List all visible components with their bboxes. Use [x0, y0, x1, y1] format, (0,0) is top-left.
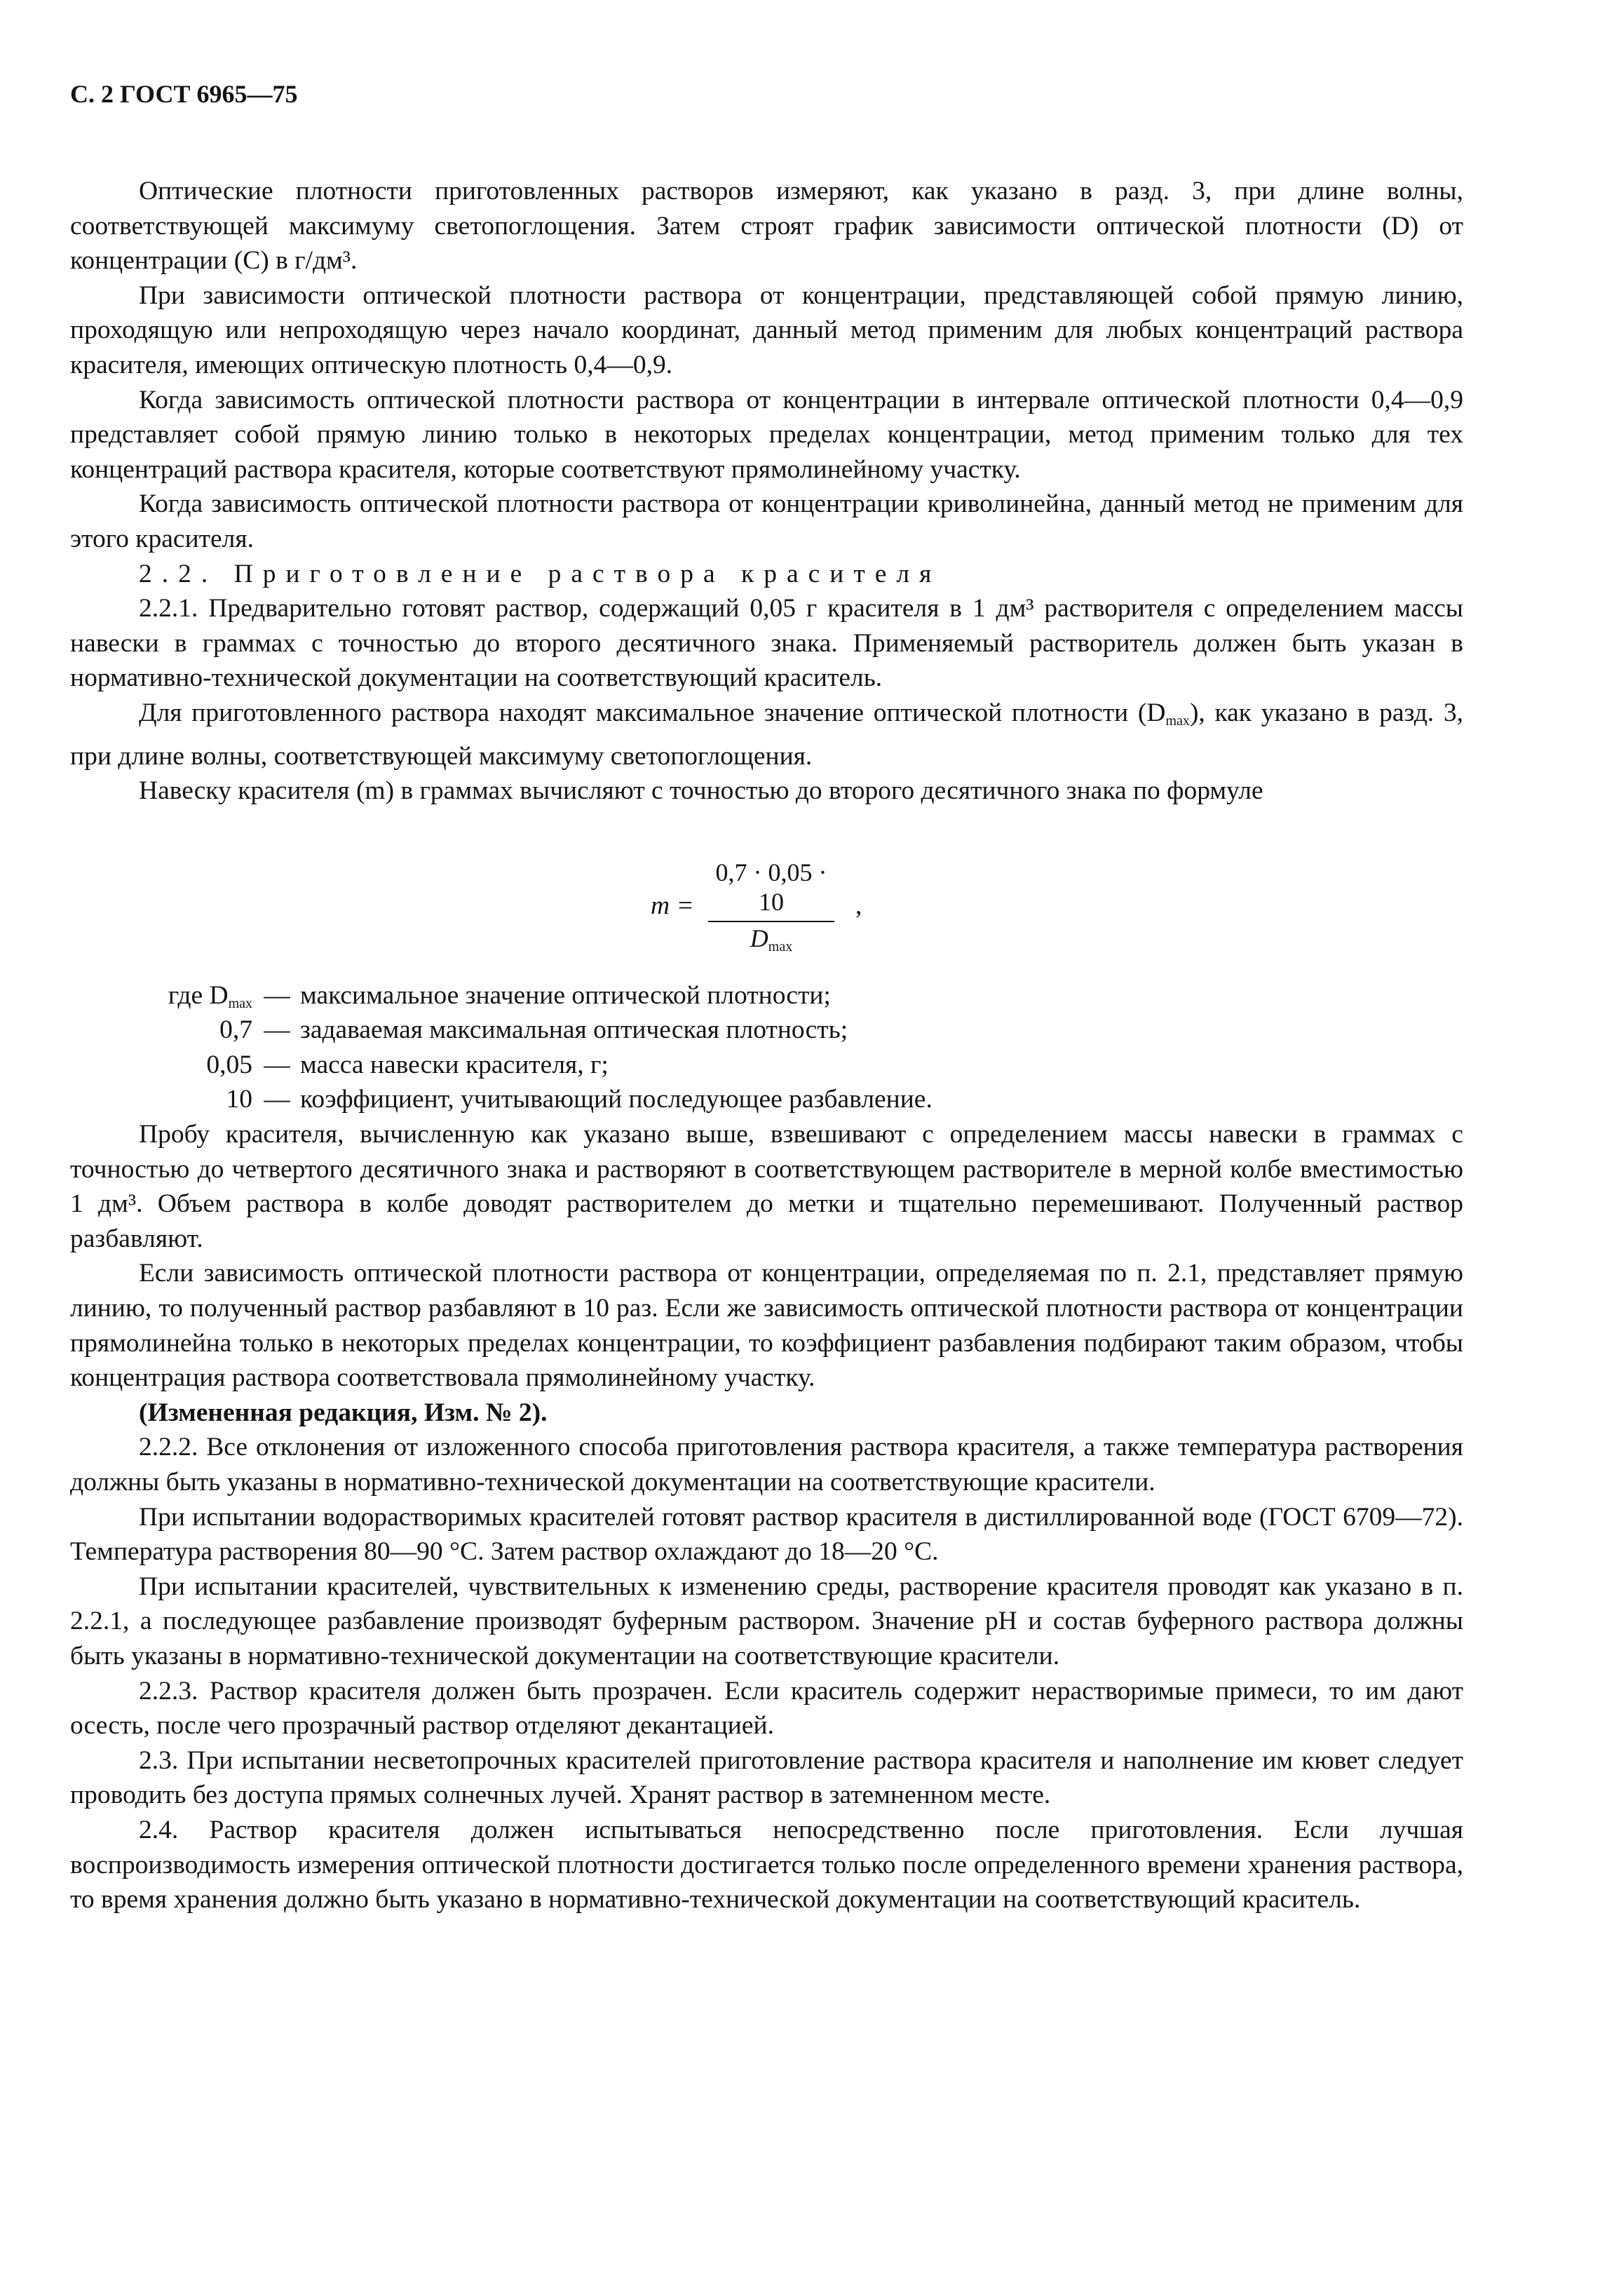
dmax-subscript: max [1165, 713, 1190, 729]
legend-dash: — [264, 1050, 290, 1079]
paragraph-dmax-part-a: Для приготовленного раствора находят максимальное значение оптической плотности (D [139, 698, 1166, 727]
legend-text: коэффициент, учитывающий последующее разбавление. [300, 1085, 933, 1114]
paragraph-dmax [70, 696, 1463, 774]
legend-row [70, 1048, 1463, 1083]
legend-text: масса навески красителя, г; [300, 1050, 609, 1079]
legend-symbol: 10 [226, 1085, 252, 1114]
paragraph: При испытании водорастворимых красителей готовят раствор красителя в дистиллированной воде (ГОСТ 6709—72). Температура растворения 80—90 °С. Затем раствор охлаждают до 18—20 °С. [70, 1502, 1463, 1567]
legend-symbol-subscript: max [228, 995, 252, 1011]
legend-dash: — [264, 1015, 290, 1045]
legend-text: задаваемая максимальная оптическая плотность; [300, 1015, 848, 1045]
paragraph: Пробу красителя, вычисленную как указано выше, взвешивают с определением массы навески в граммах с точностью до четвертого десятичного знака и растворяют в соответствующем растворителе в мерной колбе вместимостью 1 дм³. Объем раствора в колбе доводят растворителем до метки и тщательно перемешивают. Полученный раствор разбавляют. [70, 1120, 1463, 1253]
formula-denominator [701, 924, 841, 961]
document-body [70, 174, 1463, 1917]
paragraph: 2.4. Раствор красителя должен испытываться непосредственно после приготовления. Если лучшая воспроизводимость измерения оптической плотности достигается только после определенного времени хранения раствора, то время хранения должно быть указано в нормативно-технической документации на соответствующий краситель. [70, 1815, 1463, 1915]
paragraph: 2.2.3. Раствор красителя должен быть прозрачен. Если краситель содержит нерастворимые примеси, то им дают осесть, после чего прозрачный раствор отделяют декантацией. [70, 1676, 1463, 1741]
legend-symbol: 0,7 [219, 1015, 252, 1045]
paragraph: При зависимости оптической плотности раствора от концентрации, представляющей собой прямую линию, проходящую или непроходящую через начало координат, данный метод применим для любых концентраций раствора красителя, имеющих оптическую плотность 0,4—0,9. [70, 281, 1463, 379]
formula-legend [70, 978, 1463, 1117]
paragraph: 2.2.2. Все отклонения от изложенного способа приготовления раствора красителя, а также температура растворения должны быть указаны в нормативно-технической документации на соответствующие красители. [70, 1433, 1463, 1497]
legend-dash: — [264, 1085, 290, 1114]
legend-symbol: 0,05 [206, 1050, 252, 1079]
legend-row [70, 978, 1463, 1013]
formula-denominator-symbol: D [750, 924, 768, 952]
legend-dash: — [264, 980, 290, 1010]
paragraph: Оптические плотности приготовленных растворов измеряют, как указано в разд. 3, при длине волны, соответствующей максимуму светопоглощения. Затем строят график зависимости оптической плотности (D) от концентрации (C) в г/дм³. [70, 177, 1463, 276]
paragraph-dmax-part-b: ), как указано в разд. 3, при длине волны, соответствующей максимуму светопоглощения. [70, 698, 1463, 771]
formula-lhs: m = [651, 891, 694, 920]
formula-fraction [701, 858, 841, 961]
legend-symbol-text: где D [168, 980, 229, 1010]
paragraph: Когда зависимость оптической плотности раствора от концентрации криволинейна, данный метод не применим для этого красителя. [70, 489, 1463, 553]
paragraph: Если зависимость оптической плотности раствора от концентрации, определяемая по п. 2.1, представляет прямую линию, то полученный раствор разбавляют в 10 раз. Если же зависимость оптической плотности раствора от концентрации прямолинейна только в некоторых пределах концентрации, то коэффициент разбавления подбирают таким образом, чтобы концентрация раствора соответствовала прямолинейному участку. [70, 1259, 1463, 1393]
paragraph: При испытании красителей, чувствительных к изменению среды, растворение красителя проводят как указано в п. 2.2.1, а последующее разбавление производят буферным раствором. Значение pH и состав буферного раствора должны быть указаны в нормативно-технической документации на соответствующие красители. [70, 1572, 1463, 1670]
fraction-bar [708, 921, 834, 922]
paragraph: 2.2.1. Предварительно готовят раствор, содержащий 0,05 г красителя в 1 дм³ растворителя с определением массы навески в граммах с точностью до второго десятичного знака. Применяемый растворитель должен быть указан в нормативно-технической документации на соответствующий краситель. [70, 594, 1463, 693]
paragraph: Когда зависимость оптической плотности раствора от концентрации в интервале оптической плотности 0,4—0,9 представляет собой прямую линию только в некоторых пределах концентрации, метод применим только для тех концентраций раствора красителя, которые соответствуют прямолинейному участку. [70, 385, 1463, 484]
formula-denominator-subscript: max [768, 938, 793, 954]
paragraph: 2.3. При испытании несветопрочных красителей приготовление раствора красителя и наполнение им кювет следует проводить без доступа прямых солнечных лучей. Хранят раствор в затемненном месте. [70, 1745, 1463, 1810]
formula-numerator: 0,7 · 0,05 · 10 [715, 858, 827, 916]
formula-trailing-comma: , [855, 891, 862, 920]
legend-text: максимальное значение оптической плотности; [300, 980, 831, 1010]
paragraph: Навеску красителя (m) в граммах вычисляют с точностью до второго десятичного знака по формуле [139, 776, 1263, 806]
formula [70, 858, 1463, 954]
legend-row [70, 1082, 1463, 1117]
page-header: С. 2 ГОСТ 6965—75 [70, 80, 298, 108]
legend-row [70, 1013, 1463, 1048]
amendment-note: (Измененная редакция, Изм. № 2). [139, 1398, 548, 1427]
section-heading: 2.2. Приготовление раствора красителя [139, 559, 942, 588]
